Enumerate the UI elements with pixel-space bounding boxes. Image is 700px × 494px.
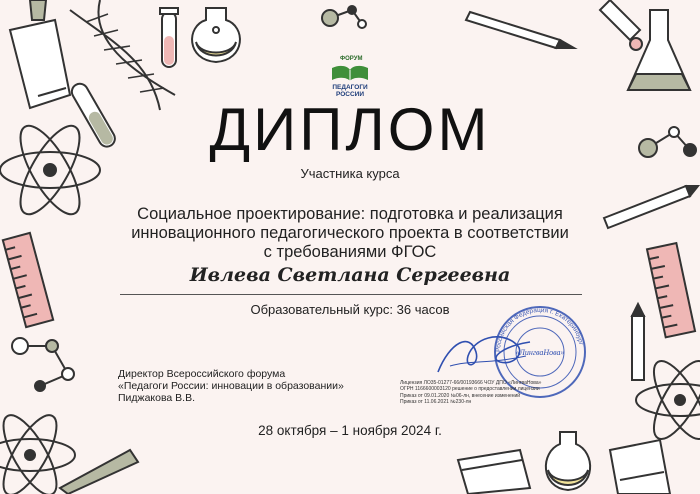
molecule-icon: [322, 6, 366, 28]
pencil-icon: [466, 12, 574, 48]
course-title-line: с требованиями ФГОС: [263, 243, 437, 261]
recipient-name: Ивлева Светлана Сергеевна: [189, 264, 511, 286]
book-icon: [458, 450, 530, 494]
diploma-subtitle: Участника курса: [300, 166, 400, 181]
atom-icon: [0, 408, 75, 494]
beaker-icon: [10, 20, 70, 108]
license-line: Лицензия ЛО35-01277-66/00193666 ЧОУ ДПО «ЛингваНова»: [400, 380, 542, 386]
license-line: ОГРН 1166600003120 решение о предоставлении лицензии: [400, 386, 540, 393]
test-tube-icon: [160, 8, 178, 67]
director-organization: «Педагоги России: инновации в образовании»: [118, 380, 344, 392]
license-line: Приказ от 09.01.2020 №06-лн, внесение изменений: [400, 392, 521, 399]
director-name: Пиджакова В.В.: [118, 392, 196, 404]
dropper-icon: [30, 0, 46, 20]
molecule-icon: [12, 338, 74, 391]
pencil-icon: [60, 450, 138, 494]
director-title: Директор Всероссийского форума: [118, 368, 286, 380]
round-flask-icon: [192, 8, 240, 62]
forum-logo: [318, 56, 382, 96]
license-line: Приказ от 11.06.2021 №230-лн: [400, 398, 472, 405]
logo-bottom-text: ПЕДАГОГИ РОССИИ: [332, 84, 368, 98]
name-divider: [120, 294, 582, 295]
microscope-icon: [600, 0, 642, 50]
course-dates: 28 октября – 1 ноября 2024 г.: [258, 423, 442, 438]
course-title-line: Социальное проектирование: подготовка и реализация: [137, 205, 563, 223]
svg-text:Российская Федерация г. Екатер: [495, 307, 585, 352]
director-block: [118, 368, 344, 404]
round-flask-icon: [546, 432, 590, 490]
stamp-center-text: «ЛингваНова»: [515, 348, 565, 357]
beaker-icon: [610, 440, 670, 494]
stamp-ring-text: Российская Федерация г. Екатеринбург: [494, 306, 585, 353]
open-book-icon: [330, 64, 370, 82]
license-info: [400, 380, 630, 405]
course-title: [0, 205, 700, 262]
course-hours: Образовательный курс: 36 часов: [250, 302, 450, 317]
course-title-line: инновационного педагогического проекта в соответствии: [131, 224, 569, 242]
logo-top-text: ФОРУМ: [340, 56, 363, 62]
diploma-title: ДИПЛОМ: [209, 96, 491, 163]
